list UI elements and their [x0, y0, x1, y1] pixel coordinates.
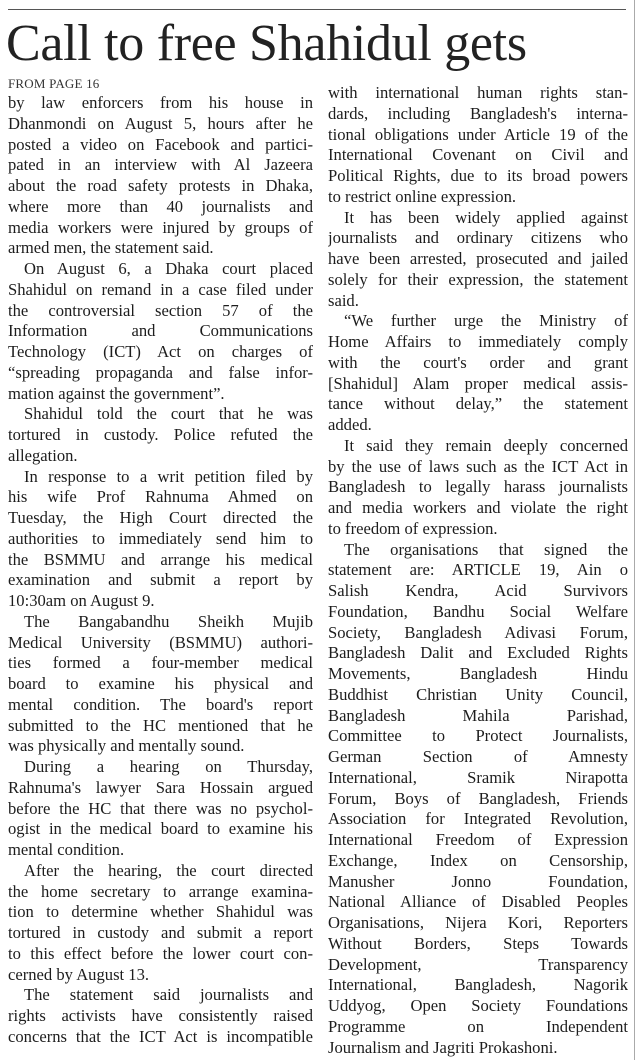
text-line: mental condition. The board's report: [8, 694, 313, 714]
text-line: Bangladesh to legally harass journalists: [328, 477, 628, 497]
text-line: to this effect before the lower court con-: [8, 943, 313, 963]
text-line: Manusher Jonno Foundation,: [328, 871, 628, 891]
text-line: with international human rights stan-: [328, 83, 628, 102]
text-line: tion to determine whether Shahidul was: [8, 902, 313, 922]
text-line: to restrict online expression.: [328, 186, 517, 206]
text-line: posted a video on Facebook and partici-: [8, 134, 313, 154]
text-line: media workers were injured by groups of: [8, 217, 313, 237]
text-line: ogist in the medical board to examine his: [8, 819, 313, 839]
text-line: Political Rights, due to its broad powers: [328, 166, 628, 185]
text-line: mental condition.: [8, 840, 125, 859]
text-line: [Shahidul] Alam proper medical assis-: [328, 373, 628, 393]
text-line: said.: [328, 290, 359, 310]
paragraph: [8, 259, 313, 404]
text-line: It has been widely applied against: [344, 207, 628, 227]
text-line: Rahnuma's lawyer Sara Hossain argued: [8, 777, 313, 797]
paragraph: [8, 467, 313, 612]
paragraph: [328, 83, 628, 208]
paragraph: [8, 612, 313, 757]
text-line: Uddyog, Open Society Foundations: [328, 996, 628, 1015]
text-line: Technology (ICT) Act on charges of: [8, 342, 313, 361]
paragraph: [328, 436, 628, 540]
text-line: International Freedom of Expression: [328, 830, 628, 849]
left-column: [8, 75, 313, 1048]
text-line: Information and Communications: [8, 321, 313, 341]
text-line: Salish Kendra, Acid Survivors: [328, 581, 628, 600]
text-line: The statement said journalists and: [24, 985, 313, 1005]
text-line: In response to a writ petition filed by: [24, 466, 313, 486]
paragraph: [8, 404, 313, 466]
text-line: rights activists have consistently raised: [8, 1006, 313, 1025]
text-line: Bangladesh Dalit and Excluded Rights: [328, 643, 628, 663]
text-line: the BSMMU and arrange his medical: [8, 549, 313, 569]
text-line: “We further urge the Ministry of: [344, 311, 628, 331]
text-line: The organisations that signed the: [344, 539, 628, 559]
text-line: statement are: ARTICLE 19, Ain o: [328, 560, 628, 580]
text-line: International, Bangladesh, Nagorik: [328, 975, 628, 995]
text-line: National Alliance of Disabled Peoples: [328, 892, 628, 912]
text-line: Association for Integrated Revolution,: [328, 809, 628, 829]
text-line: Home Affairs to immediately comply: [328, 332, 628, 351]
jump-kicker: FROM PAGE 16: [8, 76, 100, 91]
text-line: the home secretary to arrange examina-: [8, 881, 313, 901]
text-line: Without Borders, Steps Towards: [328, 933, 628, 953]
paragraph: [8, 93, 313, 259]
text-line: Development, Transparency: [328, 954, 628, 974]
text-line: by the use of laws such as the ICT Act in: [328, 456, 628, 476]
text-line: Foundation, Bandhu Social Welfare: [328, 601, 628, 621]
left-column-body: [8, 93, 313, 1048]
headline: Call to free Shahidul gets: [6, 15, 527, 72]
text-line: added.: [328, 415, 372, 434]
text-line: German Section of Amnesty: [328, 747, 628, 766]
right-column-body: [328, 83, 628, 1058]
text-line: have been arrested, prosecuted and jailed: [328, 249, 628, 268]
text-line: authorities to immediately send him to: [8, 528, 313, 548]
text-line: where more than 40 journalists and: [8, 196, 313, 216]
text-line: board to examine his physical and: [8, 674, 313, 693]
paragraph: [8, 985, 313, 1047]
text-line: mation against the government”.: [8, 383, 225, 403]
text-line: It said they remain deeply concerned: [344, 435, 628, 455]
text-line: The Bangabandhu Sheikh Mujib: [24, 611, 313, 631]
text-line: After the hearing, the court directed: [24, 860, 313, 880]
text-line: with the court's order and grant: [328, 352, 628, 372]
text-line: International Covenant on Civil and: [328, 145, 628, 165]
text-line: Committee to Protect Journalists,: [328, 726, 628, 746]
text-line: Forum, Boys of Bangladesh, Friends: [328, 788, 628, 808]
text-line: by law enforcers from his house in: [8, 93, 313, 112]
text-line: concerns that the ICT Act is incompatible: [8, 1026, 313, 1046]
paragraph: [328, 208, 628, 312]
text-line: Movements, Bangladesh Hindu: [328, 664, 628, 683]
paragraph: [8, 757, 313, 861]
text-line: During a hearing on Thursday,: [24, 757, 313, 776]
right-column: [328, 83, 628, 1058]
text-line: Dhanmondi on August 5, hours after he: [8, 113, 313, 133]
text-line: his wife Prof Rahnuma Ahmed on: [8, 487, 313, 507]
text-line: cerned by August 13.: [8, 964, 150, 984]
text-line: Society, Bangladesh Adivasi Forum,: [328, 622, 628, 642]
text-line: tional obligations under Article 19 of the: [328, 124, 628, 144]
text-line: was physically and mentally sound.: [8, 736, 245, 756]
text-line: about the road safety protests in Dhaka,: [8, 176, 313, 195]
text-line: ties formed a four-member medical: [8, 653, 313, 673]
text-line: Shahidul on remand in a case filed under: [8, 279, 313, 299]
top-rule: [8, 9, 626, 10]
paragraph: [328, 311, 628, 436]
paragraph: [8, 861, 313, 986]
text-line: solely for their expression, the statement: [328, 269, 628, 289]
text-line: tortured in custody and submit a report: [8, 923, 313, 942]
text-line: “spreading propaganda and false infor-: [8, 362, 313, 382]
text-line: armed men, the statement said.: [8, 238, 214, 258]
text-line: examination and submit a report by: [8, 570, 313, 590]
text-line: Organisations, Nijera Kori, Reporters: [328, 913, 628, 932]
text-line: Exchange, Index on Censorship,: [328, 850, 628, 870]
text-line: dards, including Bangladesh's interna-: [328, 103, 628, 123]
text-line: pated in an interview with Al Jazeera: [8, 155, 313, 175]
text-line: Shahidul told the court that he was: [24, 404, 313, 424]
text-line: On August 6, a Dhaka court placed: [24, 259, 313, 278]
text-line: 10:30am on August 9.: [8, 591, 155, 610]
paragraph: [328, 540, 628, 1059]
text-line: International, Sramik Nirapotta: [328, 767, 628, 787]
text-line: Medical University (BSMMU) authori-: [8, 632, 313, 652]
text-line: tortured in custody. Police refuted the: [8, 425, 313, 444]
text-line: before the HC that there was no psychol-: [8, 798, 313, 818]
text-line: submitted to the HC mentioned that he: [8, 715, 313, 735]
text-line: to freedom of expression.: [328, 518, 498, 538]
text-line: Programme on Independent: [328, 1016, 628, 1036]
text-line: tance without delay,” the statement: [328, 394, 628, 414]
text-line: journalists and ordinary citizens who: [328, 228, 628, 248]
text-line: Tuesday, the High Court directed the: [8, 508, 313, 527]
text-line: Journalism and Jagriti Prokashoni.: [328, 1037, 558, 1057]
text-line: and media workers and violate the right: [328, 498, 628, 517]
text-line: Buddhist Christian Unity Council,: [328, 684, 628, 704]
text-line: Bangladesh Mahila Parishad,: [328, 705, 628, 725]
text-line: allegation.: [8, 445, 78, 465]
column-rule: [634, 0, 635, 1060]
text-line: the controversial section 57 of the: [8, 300, 313, 320]
